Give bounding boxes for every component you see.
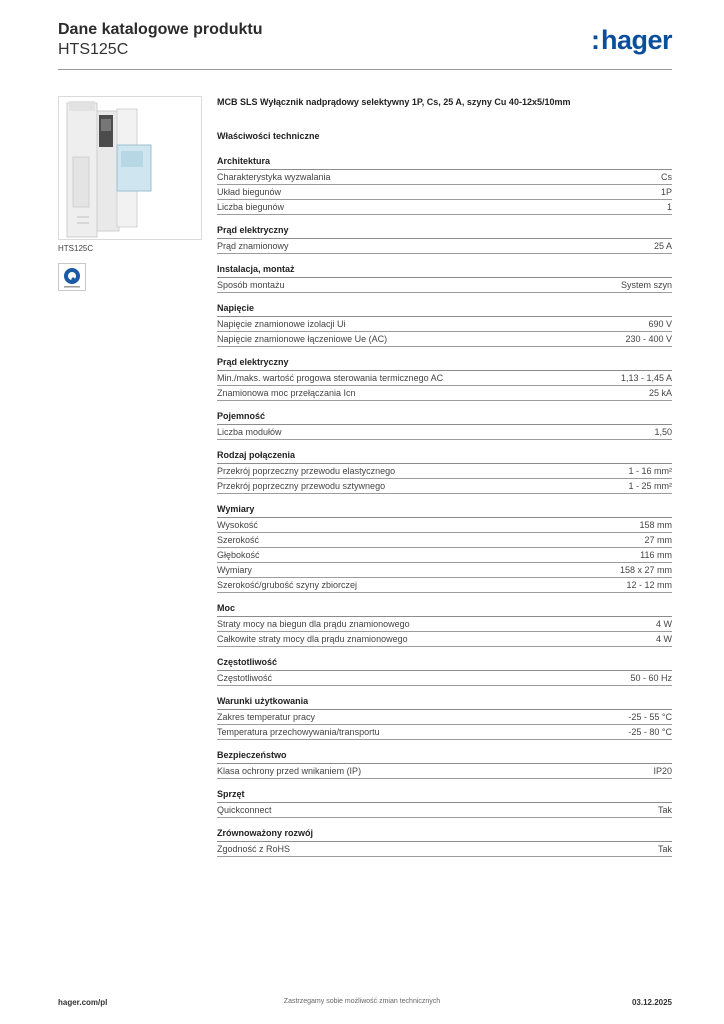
spec-row	[217, 671, 672, 686]
spec-value: 1,50	[654, 427, 672, 437]
spec-row	[217, 332, 672, 347]
spec-group-title: Bezpieczeństwo	[217, 749, 672, 764]
spec-row	[217, 578, 672, 593]
spec-row	[217, 632, 672, 647]
spec-group-title: Rodzaj połączenia	[217, 449, 672, 464]
spec-value: 50 - 60 Hz	[630, 673, 672, 683]
spec-group	[217, 695, 672, 740]
spec-group-title: Architektura	[217, 155, 672, 170]
spec-label: Charakterystyka wyzwalania	[217, 172, 331, 182]
spec-row	[217, 764, 672, 779]
spec-label: Przekrój poprzeczny przewodu elastycznego	[217, 466, 396, 476]
spec-label: Napięcie znamionowe izolacji Ui	[217, 319, 346, 329]
spec-label: Zakres temperatur pracy	[217, 712, 316, 722]
header-divider	[58, 69, 672, 70]
technical-specs	[217, 96, 672, 857]
properties-title: Właściwości techniczne	[217, 131, 320, 141]
spec-label: Prąd znamionowy	[217, 241, 289, 251]
spec-row	[217, 170, 672, 185]
spec-value: Tak	[657, 805, 672, 815]
spec-group-title: Wymiary	[217, 503, 672, 518]
spec-row	[217, 563, 672, 578]
spec-group	[217, 302, 672, 347]
spec-label: Quickconnect	[217, 805, 272, 815]
spec-row	[217, 533, 672, 548]
spec-group-title: Częstotliwość	[217, 656, 672, 671]
spec-row	[217, 725, 672, 740]
spec-row	[217, 617, 672, 632]
spec-row	[217, 278, 672, 293]
spec-label: Min./maks. wartość progowa sterowania termicznego AC	[217, 373, 444, 383]
spec-label: Częstotliwość	[217, 673, 273, 683]
spec-label: Napięcie znamionowe łączeniowe Ue (AC)	[217, 334, 388, 344]
product-image	[58, 96, 202, 240]
spec-group-title: Napięcie	[217, 302, 672, 317]
spec-value: 1	[666, 202, 672, 212]
spec-row	[217, 710, 672, 725]
spec-row	[217, 548, 672, 563]
spec-row	[217, 239, 672, 254]
spec-group	[217, 827, 672, 857]
spec-row	[217, 425, 672, 440]
spec-label: Klasa ochrony przed wnikaniem (IP)	[217, 766, 362, 776]
spec-value: 158 x 27 mm	[619, 565, 672, 575]
spec-group-title: Pojemność	[217, 410, 672, 425]
spec-label: Wysokość	[217, 520, 258, 530]
spec-value: 25 kA	[648, 388, 672, 398]
spec-row	[217, 803, 672, 818]
circuit-breaker-image	[59, 97, 201, 239]
hager-logo: :hager	[590, 25, 672, 55]
spec-label: Sposób montażu	[217, 280, 285, 290]
spec-value: IP20	[653, 766, 672, 776]
spec-value: 1 - 16 mm²	[628, 466, 672, 476]
spec-group	[217, 788, 672, 818]
spec-label: Głębokość	[217, 550, 260, 560]
spec-value: 4 W	[655, 634, 672, 644]
spec-group	[217, 749, 672, 779]
spec-label: Liczba biegunów	[217, 202, 285, 212]
page-header	[58, 20, 672, 70]
spec-group	[217, 656, 672, 686]
spec-value: -25 - 80 °C	[628, 727, 672, 737]
spec-label: Znamionowa moc przełączania Icn	[217, 388, 356, 398]
product-code: HTS125C	[58, 41, 129, 58]
spec-row	[217, 479, 672, 494]
spec-row	[217, 464, 672, 479]
spec-group	[217, 410, 672, 440]
spec-group	[217, 155, 672, 215]
spec-value: 1 - 25 mm²	[628, 481, 672, 491]
product-image-caption: HTS125C	[58, 244, 94, 253]
spec-group-title: Moc	[217, 602, 672, 617]
spec-group	[217, 224, 672, 254]
spec-value: 25 A	[653, 241, 672, 251]
footer-website: hager.com/pl	[58, 998, 108, 1007]
spec-group	[217, 602, 672, 647]
document-title: Dane katalogowe produktu	[58, 21, 263, 38]
spec-group-title: Zrównoważony rozwój	[217, 827, 672, 842]
spec-label: Liczba modułów	[217, 427, 282, 437]
spec-value: 12 - 12 mm	[626, 580, 672, 590]
spec-group	[217, 449, 672, 494]
spec-label: Szerokość	[217, 535, 260, 545]
logo-text: hager	[600, 25, 672, 55]
spec-value: System szyn	[620, 280, 672, 290]
spec-value: Cs	[661, 172, 672, 182]
spec-row	[217, 185, 672, 200]
spec-row	[217, 842, 672, 857]
spec-label: Przekrój poprzeczny przewodu sztywnego	[217, 481, 386, 491]
spec-label: Układ biegunów	[217, 187, 282, 197]
footer-notice: Zastrzegamy sobie możliwość zmian technicznych	[283, 998, 441, 1005]
spec-group	[217, 263, 672, 293]
spec-group	[217, 503, 672, 593]
spec-group-title: Instalacja, montaż	[217, 263, 672, 278]
spec-row	[217, 200, 672, 215]
spec-group-title: Prąd elektryczny	[217, 356, 672, 371]
spec-value: 158 mm	[639, 520, 672, 530]
product-description: MCB SLS Wyłącznik nadprądowy selektywny 1P, Cs, 25 A, szyny Cu 40-12x5/10mm	[217, 97, 571, 107]
spec-value: -25 - 55 °C	[628, 712, 672, 722]
spec-label: Straty mocy na biegun dla prądu znamionowego	[217, 619, 410, 629]
spec-value: Tak	[657, 844, 672, 854]
spec-value: 1,13 - 1,45 A	[620, 373, 672, 383]
spec-label: Zgodność z RoHS	[217, 844, 291, 854]
spec-value: 27 mm	[644, 535, 672, 545]
spec-row	[217, 371, 672, 386]
spec-value: 690 V	[648, 319, 672, 329]
spec-row	[217, 386, 672, 401]
spec-groups	[217, 155, 672, 857]
spec-label: Wymiary	[217, 565, 252, 575]
spec-group-title: Sprzęt	[217, 788, 672, 803]
spec-group-title: Prąd elektryczny	[217, 224, 672, 239]
footer-date: 03.12.2025	[631, 998, 672, 1007]
spec-group	[217, 356, 672, 401]
spec-label: Całkowite straty mocy dla prądu znamionowego	[217, 634, 408, 644]
quickconnect-badge-icon	[58, 263, 86, 291]
spec-value: 4 W	[655, 619, 672, 629]
spec-row	[217, 317, 672, 332]
spec-label: Temperatura przechowywania/transportu	[217, 727, 380, 737]
spec-value: 230 - 400 V	[625, 334, 672, 344]
spec-value: 116 mm	[640, 550, 672, 560]
spec-group-title: Warunki użytkowania	[217, 695, 672, 710]
spec-label: Szerokość/grubość szyny zbiorczej	[217, 580, 358, 590]
spec-row	[217, 518, 672, 533]
spec-value: 1P	[660, 187, 672, 197]
